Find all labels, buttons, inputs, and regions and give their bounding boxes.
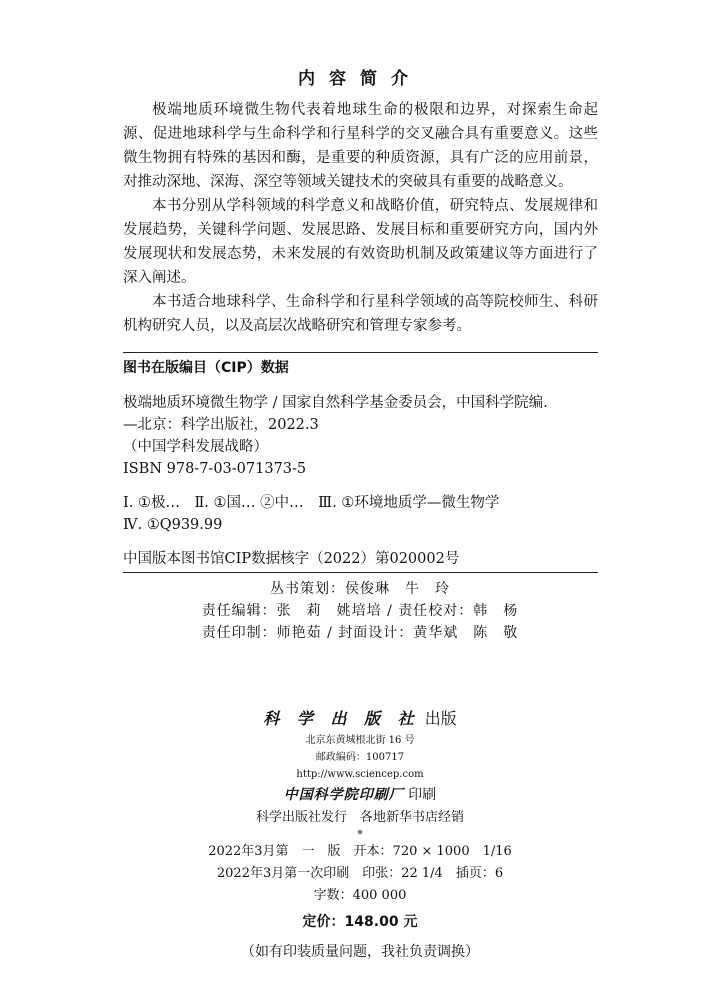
imprint-block	[0, 706, 720, 965]
cip-number: 中国版本图书馆CIP数据核字（2022）第020002号	[123, 551, 460, 567]
edition-line: 2022年3月第 一 版 开本：720 × 1000 1/16	[208, 844, 512, 859]
publisher-name: 科 学 出 版 社	[263, 709, 420, 728]
print-suffix: 印刷	[408, 787, 437, 803]
summary-heading: 内容简介	[298, 69, 422, 89]
publisher-line	[0, 706, 720, 732]
price: 定价：148.00 元	[302, 914, 418, 930]
cip-isbn: ISBN 978-7-03-071373-5	[123, 461, 307, 477]
cip-record-line: —北京：科学出版社，2022.3	[123, 417, 319, 433]
publisher-postcode: 邮政编码：100717	[315, 752, 405, 763]
publish-suffix: 出版	[424, 709, 457, 728]
cip-classification: Ⅳ. ①Q939.99	[123, 517, 223, 533]
publisher-address: 北京东黄城根北街 16 号	[305, 735, 415, 746]
separator-star: *	[357, 828, 363, 841]
credits-block	[0, 578, 720, 644]
cip-series: （中国学科发展战略）	[123, 439, 268, 455]
publisher-website: http://www.sciencep.com	[296, 769, 424, 780]
summary-paragraph: 极端地质环境微生物代表着地球生命的极限和边界，对探索生命起源、促进地球科学与生命科学和行星科学的交叉融合具有重要意义。这些微生物拥有特殊的基因和酶，是重要的种质资源，具有广泛的应用前景，对推动深地、深海、深空等领域关键技术的突破具有重要的战略意义。	[123, 102, 598, 190]
credit-planning: 丛书策划：侯俊琳 牛 玲	[270, 581, 450, 597]
printing-line: 2022年3月第一次印刷 印张：22 1/4 插页：6	[216, 866, 504, 881]
cip-bottom-rule	[123, 572, 598, 573]
summary-paragraph: 本书分别从学科领域的科学意义和战略价值，研究特点、发展规律和发展趋势，关键科学问题、发展思路、发展目标和重要研究方向，国内外发展现状和发展态势，未来发展的有效资助机制及政策建议等方面进行了深入阐述。	[123, 198, 598, 286]
cip-record-line: 极端地质环境微生物学 / 国家自然科学基金委员会，中国科学院编.	[123, 395, 548, 411]
cip-block	[123, 358, 598, 570]
summary-paragraph: 本书适合地球科学、生命科学和行星科学领域的高等院校师生、科研机构研究人员，以及高层次战略研究和管理专家参考。	[123, 294, 598, 334]
credit-production: 责任印制：师艳茹 / 封面设计：黄华斌 陈 敬	[201, 625, 519, 641]
word-count: 字数：400 000	[313, 888, 407, 903]
quality-notice: （如有印装质量问题，我社负责调换）	[241, 944, 479, 960]
summary-section	[123, 98, 598, 338]
cip-title: 图书在版编目（CIP）数据	[123, 360, 289, 376]
printer-name: 中国科学院印刷厂	[283, 787, 404, 803]
cip-top-rule	[123, 352, 598, 353]
cip-classification: Ⅰ. ①极… Ⅱ. ①国… ②中… Ⅲ. ①环境地质学—微生物学	[123, 495, 500, 511]
printer-line	[0, 783, 720, 807]
credit-editors: 责任编辑：张 莉 姚培培 / 责任校对：韩 杨	[201, 603, 519, 619]
distribution-line: 科学出版社发行 各地新华书店经销	[255, 810, 464, 825]
